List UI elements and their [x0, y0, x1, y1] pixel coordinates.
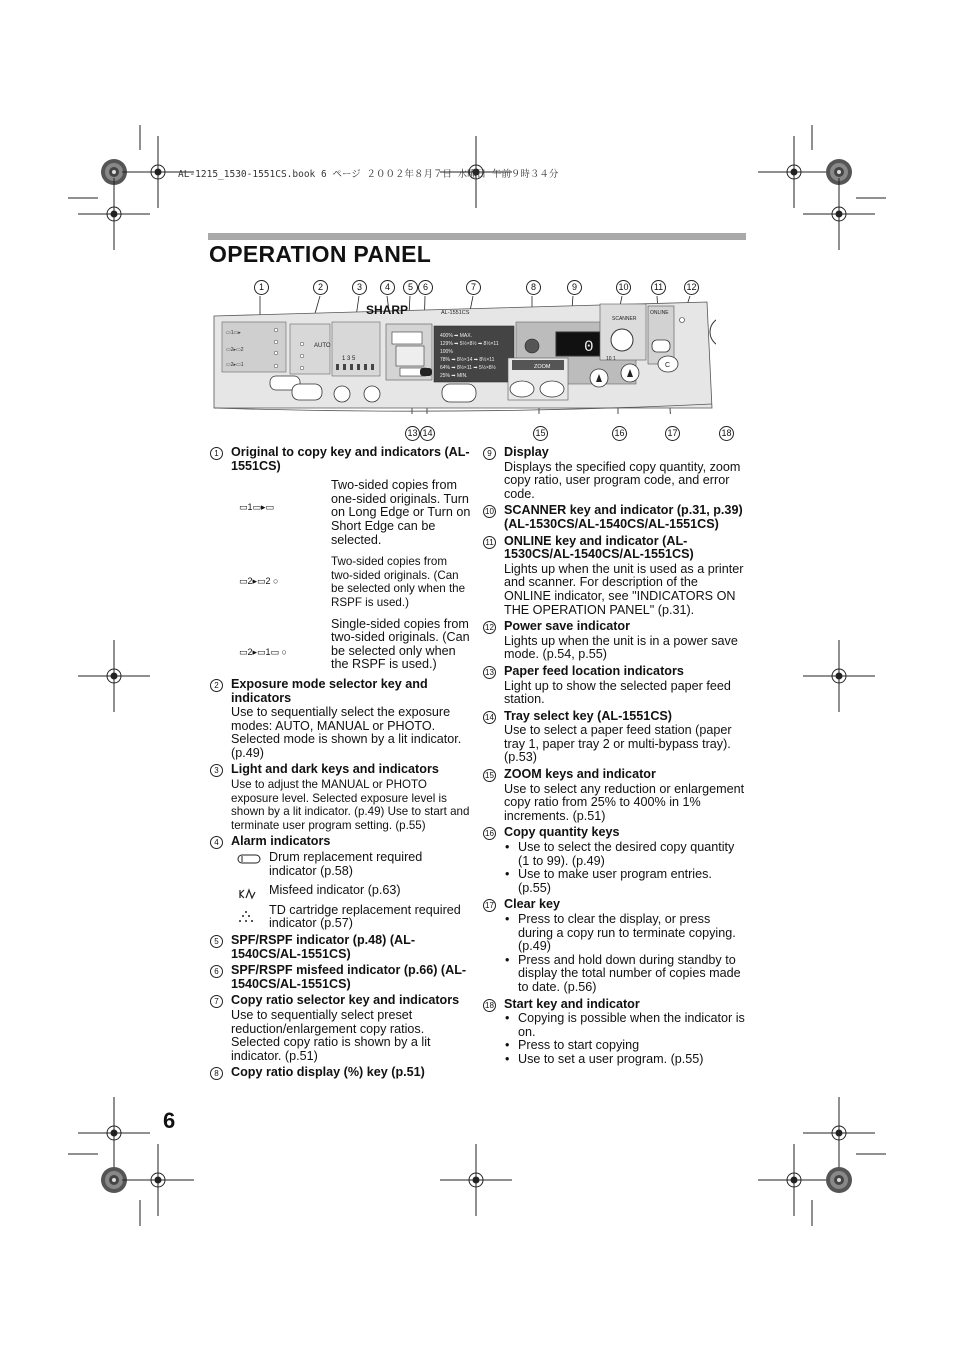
bullet-item: • Use to make user program entries. (p.55) — [504, 868, 748, 895]
item-number: 18 — [483, 999, 496, 1012]
item-heading: Alarm indicators — [231, 834, 331, 849]
item-description: Use to select a paper feed station (paper tray 1, paper tray 2 or multi-bypass tray). (p.53) — [504, 723, 732, 765]
svg-text:▭2▸▭2: ▭2▸▭2 — [226, 347, 244, 353]
svg-text:100%: 100% — [440, 349, 453, 355]
item-number: 2 — [210, 679, 223, 692]
callout-10: 10 — [616, 280, 631, 295]
bullet-list — [504, 841, 748, 895]
svg-text:1 3 5: 1 3 5 — [342, 356, 356, 362]
bullet-list — [504, 913, 748, 995]
item-heading: Copy ratio selector key and indicators — [231, 993, 460, 1008]
item-heading: Light and dark keys and indicators — [231, 762, 439, 777]
item-11 — [483, 535, 748, 618]
misfeed-icon — [237, 886, 257, 902]
callout-11: 11 — [651, 280, 666, 295]
brand-logo: SHARP — [366, 303, 409, 317]
item-number: 8 — [210, 1067, 223, 1080]
bullet-list — [504, 1012, 748, 1066]
bullet-item: • Press to start copying — [504, 1039, 748, 1053]
item-6 — [210, 964, 472, 991]
item-number: 3 — [210, 764, 223, 777]
svg-text:ONLINE: ONLINE — [650, 310, 669, 316]
item-description: Use to sequentially select preset reduction/enlargement copy ratios. Selected copy ratio is shown by a lit indicator. (p.51) — [231, 1007, 431, 1063]
svg-text:▭1▭▸: ▭1▭▸ — [226, 330, 241, 336]
item-10 — [483, 504, 748, 531]
alarm-row-toner — [231, 904, 472, 931]
item-heading: Paper feed location indicators — [504, 663, 684, 678]
callout-17: 17 — [665, 426, 680, 441]
duplex-mode-text: Two-sided copies from two-sided originals. (Can be selected only when the RSPF is used.) — [331, 555, 466, 609]
svg-text:ZOOM: ZOOM — [534, 364, 551, 370]
item-heading: Start key and indicator — [504, 996, 640, 1011]
title-rule — [208, 233, 746, 240]
bullet-item: • Use to set a user program. (p.55) — [504, 1053, 748, 1067]
svg-text:SCANNER: SCANNER — [612, 316, 637, 322]
item-description: Lights up when the unit is used as a printer and scanner. For description of the ONLINE indicator, see "INDICATORS ON THE OPERATION PANEL" (p.31). — [504, 561, 744, 617]
bullet-item: • Use to select the desired copy quantity (1 to 99). (p.49) — [504, 841, 748, 868]
callout-8: 8 — [526, 280, 541, 295]
two-to-one-sided-icon: ▭2▸▭1▭ ○ — [239, 646, 287, 657]
alarm-text: Misfeed indicator (p.63) — [269, 883, 401, 898]
item-17 — [483, 898, 748, 994]
item-number: 15 — [483, 769, 496, 782]
item-3 — [210, 763, 472, 832]
callout-5: 5 — [403, 280, 418, 295]
svg-text:0: 0 — [584, 338, 594, 356]
item-18 — [483, 998, 748, 1067]
item-heading: Exposure mode selector key and indicators — [231, 676, 428, 705]
svg-text:64% ➡ 8½×11 ➡ 5½×8½: 64% ➡ 8½×11 ➡ 5½×8½ — [440, 365, 496, 371]
item-description: Use to sequentially select the exposure modes: AUTO, MANUAL or PHOTO. Selected mode is shown by a lit indicator. (p.49) — [231, 705, 462, 760]
svg-text:AUTO: AUTO — [314, 343, 331, 349]
item-9 — [483, 446, 748, 501]
item-7 — [210, 994, 472, 1063]
duplex-mode-text: Two-sided copies from one-sided originals. Turn on Long Edge or Turn on Short Edge can be selected. — [331, 478, 471, 547]
callout-16: 16 — [612, 426, 627, 441]
item-heading: SPF/RSPF misfeed indicator (p.66) (AL-1540CS/AL-1551CS) — [231, 963, 467, 991]
right-column — [483, 446, 748, 1070]
alarm-row-misfeed — [231, 884, 472, 898]
item-description: Light up to show the selected paper feed station. — [504, 678, 731, 707]
callout-1: 1 — [254, 280, 269, 295]
print-header-line: AL-1215_1530-1551CS.book 6 ページ ２００２年８月７日 水曜日 午前９時３４分 — [178, 169, 559, 180]
callout-12: 12 — [684, 280, 699, 295]
item-number: 12 — [483, 621, 496, 634]
one-to-two-sided-icon: ▭1▭▸▭ — [239, 502, 275, 513]
item-14 — [483, 710, 748, 765]
item-heading: Tray select key (AL-1551CS) — [504, 708, 673, 723]
callout-9: 9 — [567, 280, 582, 295]
item-description: Displays the specified copy quantity, zoom copy ratio, user program code, and error code. — [504, 459, 741, 501]
callout-2: 2 — [313, 280, 328, 295]
toner-cartridge-icon — [237, 910, 255, 924]
item-number: 7 — [210, 995, 223, 1008]
alarm-row-drum — [231, 851, 472, 878]
item-16 — [483, 826, 748, 895]
callout-13: 13 — [405, 426, 420, 441]
item-number: 14 — [483, 711, 496, 724]
svg-text:78% ➡ 8½×14 ➡ 8½×11: 78% ➡ 8½×14 ➡ 8½×11 — [440, 357, 495, 363]
svg-text:C: C — [665, 362, 671, 369]
duplex-mode-row-2 — [231, 555, 472, 609]
bullet-item: • Press and hold down during standby to display the total number of copies made to date. (p.56) — [504, 954, 748, 995]
item-description: Use to select any reduction or enlargement copy ratio from 25% to 400% in 1% increments. (p.51) — [504, 781, 745, 823]
item-heading: SPF/RSPF indicator (p.48) (AL-1540CS/AL-1551CS) — [231, 933, 416, 961]
item-heading: ZOOM keys and indicator — [504, 767, 656, 782]
item-description: Lights up when the unit is in a power save mode. (p.54, p.55) — [504, 633, 738, 662]
callout-6: 6 — [418, 280, 433, 295]
item-number: 11 — [483, 536, 496, 549]
item-heading: Original to copy key and indicators (AL-1551CS) — [231, 445, 470, 473]
item-number: 4 — [210, 836, 223, 849]
drum-icon — [237, 854, 261, 864]
operation-panel-illustration — [212, 296, 716, 414]
alarm-text: Drum replacement required indicator (p.58) — [269, 850, 423, 878]
item-heading: Display — [504, 445, 549, 459]
item-15 — [483, 768, 748, 823]
duplex-mode-row-3 — [231, 618, 472, 672]
item-number: 13 — [483, 666, 496, 679]
item-13 — [483, 665, 748, 707]
item-heading: ONLINE key and indicator (AL-1530CS/AL-1540CS/AL-1551CS) — [504, 533, 694, 562]
page-title: OPERATION PANEL — [209, 241, 432, 267]
page-number: 6 — [163, 1108, 176, 1133]
item-number: 17 — [483, 899, 496, 912]
svg-text:▭2▸▭1: ▭2▸▭1 — [226, 362, 244, 368]
callout-15: 15 — [533, 426, 548, 441]
item-heading: Clear key — [504, 897, 561, 912]
item-heading: SCANNER key and indicator (p.31, p.39) (AL-1530CS/AL-1540CS/AL-1551CS) — [504, 503, 743, 531]
item-number: 5 — [210, 935, 223, 948]
item-number: 10 — [483, 505, 496, 518]
callout-18: 18 — [719, 426, 734, 441]
item-5 — [210, 934, 472, 961]
svg-text:AL-1551CS: AL-1551CS — [441, 310, 470, 316]
item-description: Use to adjust the MANUAL or PHOTO exposure level. Selected exposure level is shown by a lit indicator. (p.49) Use to start and terminate user program setting. (p.55) — [231, 778, 470, 832]
item-8 — [210, 1066, 472, 1080]
bullet-item: • Copying is possible when the indicator is on. — [504, 1012, 748, 1039]
item-heading: Power save indicator — [504, 619, 630, 634]
duplex-mode-row-1 — [231, 479, 472, 547]
item-number: 6 — [210, 965, 223, 978]
svg-text:129% ➡ 5½×8½ ➡ 8½×11: 129% ➡ 5½×8½ ➡ 8½×11 — [440, 341, 499, 347]
item-number: 9 — [483, 447, 496, 460]
item-1 — [210, 446, 472, 672]
svg-text:25% ➡ MIN.: 25% ➡ MIN. — [440, 373, 468, 379]
two-to-two-sided-icon: ▭2▸▭2 ○ — [239, 576, 279, 587]
item-number: 1 — [210, 447, 223, 460]
left-column — [210, 446, 472, 1083]
item-heading: Copy ratio display (%) key (p.51) — [231, 1065, 425, 1080]
duplex-mode-text: Single-sided copies from two-sided originals. (Can be selected only when the RSPF is used.) — [331, 616, 470, 672]
callout-4: 4 — [380, 280, 395, 295]
item-12 — [483, 620, 748, 662]
callout-7: 7 — [466, 280, 481, 295]
svg-text:400% ➡ MAX.: 400% ➡ MAX. — [440, 333, 472, 339]
bullet-item: • Press to clear the display, or press during a copy run to terminate copying. (p.49) — [504, 913, 748, 954]
item-heading: Copy quantity keys — [504, 825, 620, 840]
item-number: 16 — [483, 827, 496, 840]
callout-14: 14 — [420, 426, 435, 441]
item-4 — [210, 835, 472, 931]
alarm-text: TD cartridge replacement required indicator (p.57) — [269, 902, 461, 931]
svg-text:10 1: 10 1 — [606, 356, 616, 362]
callout-3: 3 — [352, 280, 367, 295]
item-2 — [210, 678, 472, 761]
